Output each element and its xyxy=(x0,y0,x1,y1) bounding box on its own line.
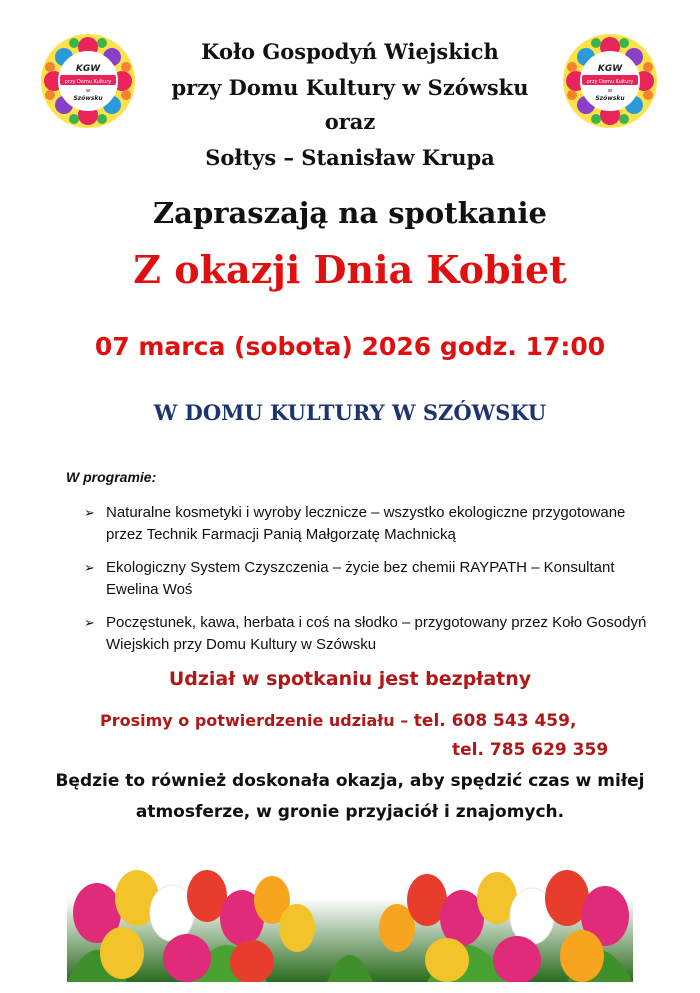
confirm-dash: – xyxy=(400,711,409,730)
program-item-text: Poczęstunek, kawa, herbata i coś na słodko – przygotowany przez Koło Gosodyń Wiejskich przy Domu Kultury w Szówsku xyxy=(106,614,647,653)
program-item-text: Naturalne kosmetyki i wyroby lecznicze – wszystko ekologiczne przygotowane przez Technik Farmacji Panią Małgorzatę Machnicką xyxy=(106,504,626,543)
arrow-bullet-icon: ➢ xyxy=(84,505,95,520)
svg-text:w: w xyxy=(607,88,613,94)
phone-1: tel. 608 543 459, xyxy=(413,711,577,731)
event-place: W DOMU KULTURY W SZÓWSKU xyxy=(153,400,547,425)
free-entry-note: Udział w spotkaniu jest bezpłatny xyxy=(168,668,532,690)
header-line-1: Koło Gospodyń Wiejskich xyxy=(201,39,499,64)
program-list xyxy=(84,502,664,667)
tulips-icon xyxy=(67,858,633,982)
tulips-image xyxy=(67,858,633,982)
program-item xyxy=(84,557,664,601)
kgw-logo-left xyxy=(40,33,136,129)
svg-text:w: w xyxy=(85,88,91,94)
event-date: 07 marca (sobota) 2026 godz. 17:00 xyxy=(94,332,606,361)
invite-heading: Zapraszają na spotkanie xyxy=(152,196,548,230)
closing-line-2: atmosferze, w gronie przyjaciół i znajomych. xyxy=(135,802,565,822)
flower-wreath-icon xyxy=(40,33,136,129)
flower-wreath-icon xyxy=(562,33,658,129)
svg-text:Szówsku: Szówsku xyxy=(73,95,103,102)
event-title: Z okazji Dnia Kobiet xyxy=(133,247,567,292)
arrow-bullet-icon: ➢ xyxy=(84,560,95,575)
program-item xyxy=(84,612,664,656)
program-item xyxy=(84,502,664,546)
phone-2: tel. 785 629 359 xyxy=(452,740,609,760)
svg-text:przy Domu Kultury: przy Domu Kultury xyxy=(64,79,112,85)
svg-text:przy Domu Kultury: przy Domu Kultury xyxy=(586,79,634,85)
confirm-label: Prosimy o potwierdzenie udziału xyxy=(100,711,395,730)
svg-text:Szówsku: Szówsku xyxy=(595,95,625,102)
header-line-2: przy Domu Kultury w Szówsku xyxy=(171,75,529,100)
closing-line-1: Będzie to również doskonała okazja, aby spędzić czas w miłej xyxy=(55,771,645,791)
program-heading: W programie: xyxy=(66,469,157,485)
confirm-line xyxy=(100,711,576,731)
kgw-logo-right xyxy=(562,33,658,129)
svg-text:KGW: KGW xyxy=(75,64,101,74)
program-item-text: Ekologiczny System Czyszczenia – życie bez chemii RAYPATH – Konsultant Ewelina Woś xyxy=(106,559,615,598)
arrow-bullet-icon: ➢ xyxy=(84,615,95,630)
header-line-3: oraz xyxy=(324,109,376,134)
closing-text xyxy=(40,766,660,828)
svg-text:KGW: KGW xyxy=(597,64,623,74)
header-line-4: Sołtys – Stanisław Krupa xyxy=(205,145,495,170)
